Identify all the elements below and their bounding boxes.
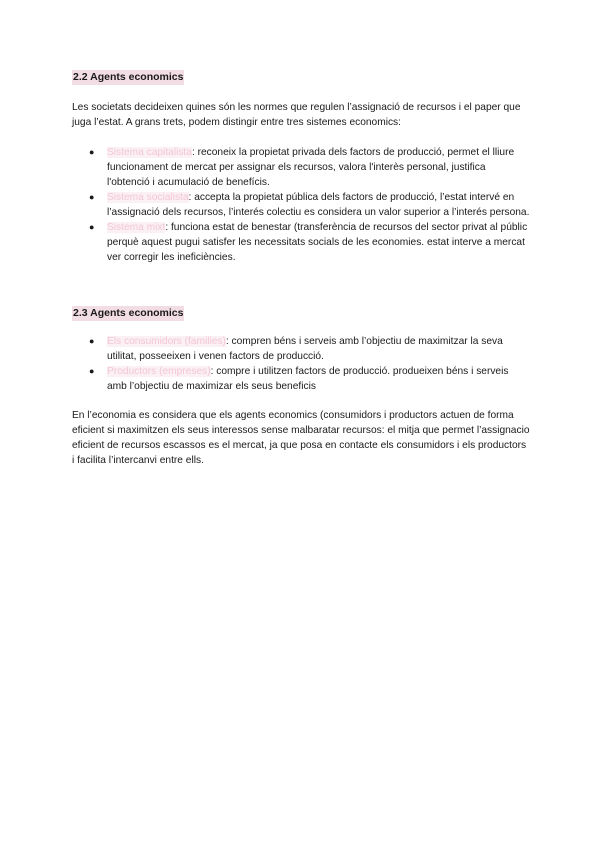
term-mixed-system: Sistema mixt <box>107 222 166 233</box>
item-description: : funciona estat de benestar (transferència de recursos del sector privat al públic perquè aquest pugui satisfer les necessitats socials de les economies. estat interve a mercat ver corregir les ineficiències. <box>107 222 528 263</box>
intro-paragraph: Les societats decideixen quines són les normes que regulen l’assignació de recursos i el paper que juga l’estat. A grans trets, podem distingir entre tres sistemes economics: <box>72 102 521 128</box>
list-item <box>72 334 530 364</box>
term-capitalist-system: Sistema capitalista <box>107 147 192 158</box>
section-heading-2-2: 2.2 Agents economics <box>73 71 184 83</box>
item-description: : accepta la propietat pública dels factors de producció, l’estat intervé en l’assignació dels recursos, l’interés colectiu es considera un valor superior a l’interés persona. <box>107 192 530 218</box>
section-heading-2-3: 2.3 Agents economics <box>73 307 184 319</box>
economic-systems-list <box>72 145 530 265</box>
item-description: : compren béns i serveis amb l’objectiu de maximitzar la seva utilitat, posseeixen i venen factors de producció. <box>107 336 503 362</box>
item-description: : reconeix la propietat privada dels factors de producció, permet el lliure funcionament de mercat per assignar els recursos, valora l'interès personal, justifica l'obtenció i acumulació de benefícis. <box>107 147 515 188</box>
item-description: : compre i utilitzen factors de producció. produeixen béns i serveis amb l’objectiu de maximizar els seus beneficis <box>107 366 509 392</box>
term-producers: Productors (empreses) <box>107 366 211 377</box>
list-item <box>72 190 530 220</box>
list-item <box>72 220 530 265</box>
bullet-icon: ● <box>89 222 95 232</box>
bullet-icon: ● <box>89 192 95 202</box>
bullet-icon: ● <box>89 336 95 346</box>
list-item <box>72 145 530 190</box>
term-consumers: Els consumidors (families) <box>107 336 226 347</box>
economic-agents-list <box>72 334 530 394</box>
term-socialist-system: Sistema socialista <box>107 192 189 203</box>
list-item <box>72 364 530 394</box>
closing-paragraph: En l’economia es considera que els agents economics (consumidors i productors actuen de forma eficient si maximitzen els seus interessos sense malbaratar recursos: el mitja que permet l’assignacio eficient de recursos escassos es el mercat, ja que posa en contacte els consumidors i els productors i facilita l’intercanvi entre ells. <box>72 410 530 466</box>
bullet-icon: ● <box>89 147 95 157</box>
bullet-icon: ● <box>89 366 95 376</box>
